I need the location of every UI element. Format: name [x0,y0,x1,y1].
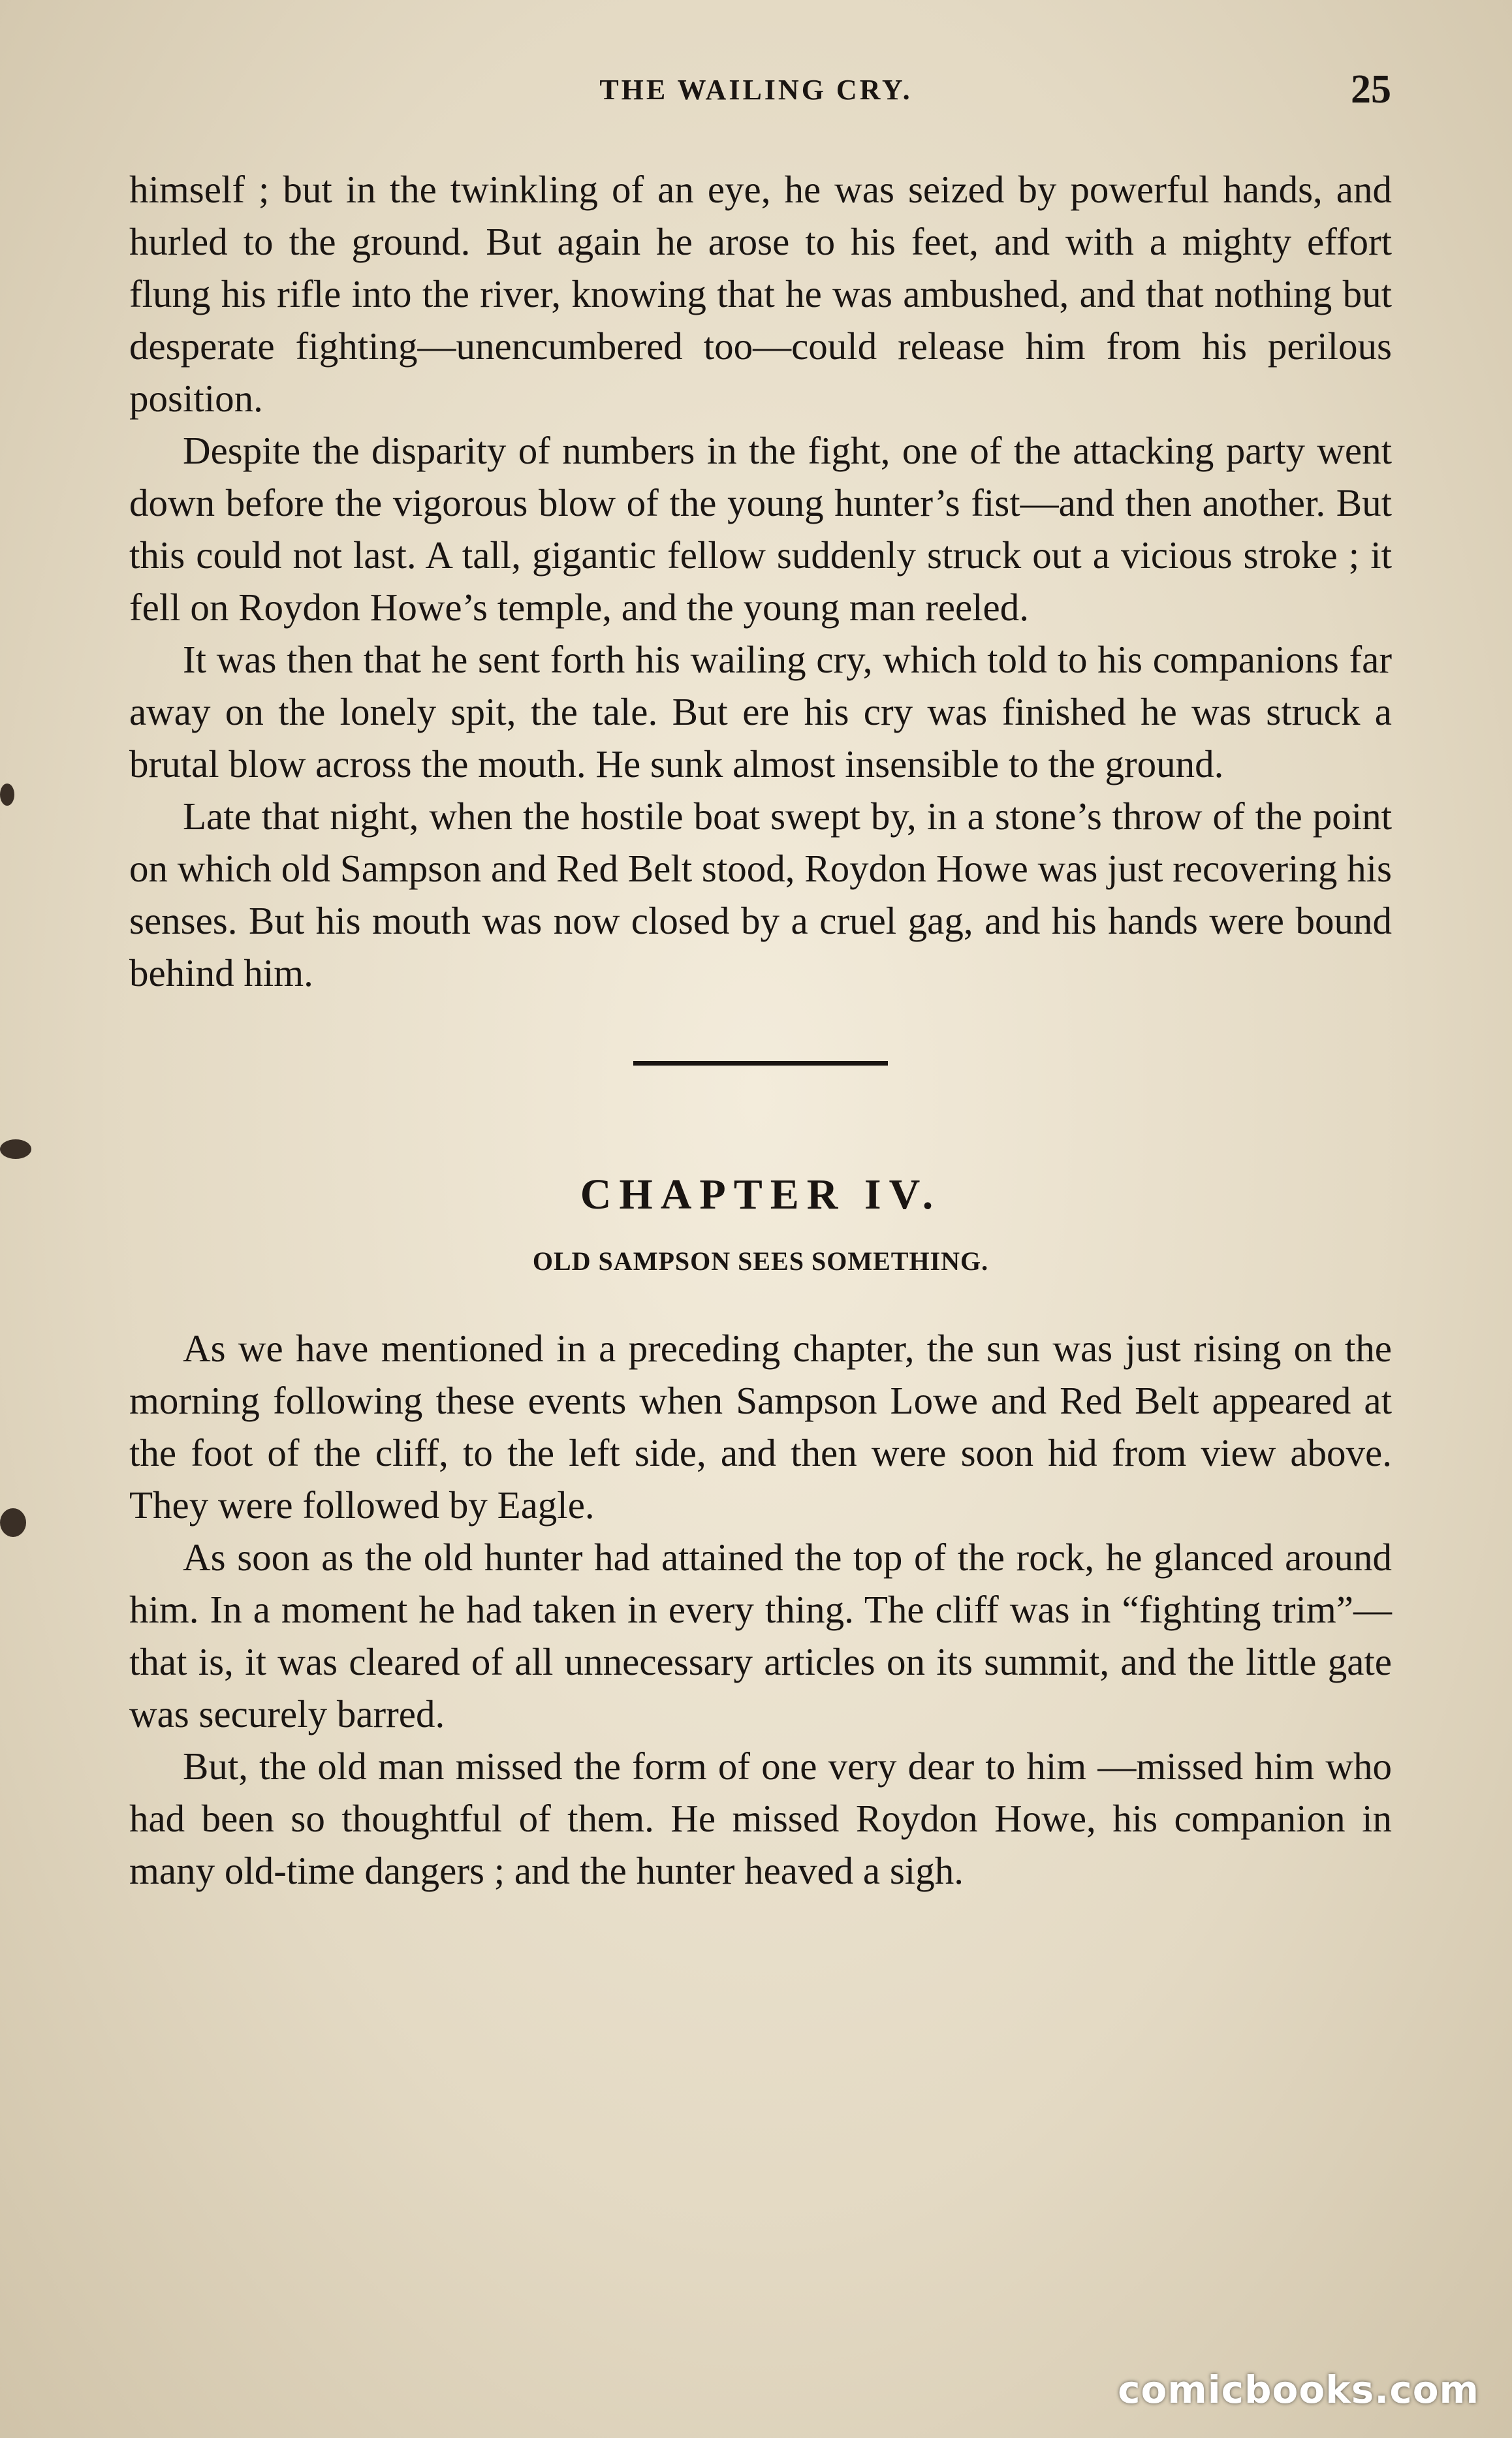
chapter-subtitle: OLD SAMPSON SEES SOMETHING. [532,1246,989,1276]
binding-hole-bottom [0,1508,26,1537]
paragraph: As we have mentioned in a preceding chapter, the sun was just rising on the morning following these events when Sampson Lowe and Red Belt appeared at the foot of the cliff, to the left side, and then were soon hid from view above. They were followed by Eagle. [129,1327,1392,1527]
watermark-logo: comicbooks.com [1118,2367,1479,2412]
chapter-title: CHAPTER IV. [580,1171,941,1218]
running-title: THE WAILING CRY. [599,74,913,106]
body-text [129,163,1392,1897]
binding-hole-top [0,784,14,806]
paragraph: Despite the disparity of numbers in the fight, one of the attacking party went down before the vigorous blow of the young hunter’s fist—and then another. But this could not last. A tall, gigantic fellow suddenly struck out a vicious stroke ; it fell on Roydon Howe’s temple, and the young man reeled. [129,429,1392,629]
section-divider [633,1061,888,1066]
page-number: 25 [1351,67,1391,112]
paragraph: It was then that he sent forth his wailing cry, which told to his companions far away on the lonely spit, the tale. But ere his cry was finished he was struck a brutal blow across the mouth. He sunk almost insensible to the ground. [129,638,1392,785]
paragraph: himself ; but in the twinkling of an eye, he was seized by powerful hands, and hurled to the ground. But again he arose to his feet, and with a mighty effort flung his rifle into the river, knowing that he was ambushed, and that nothing but desperate fighting—unencumbered too—could release him from his perilous position. [129,168,1392,420]
paragraph: As soon as the old hunter had attained the top of the rock, he glanced around him. In a moment he had taken in every thing. The cliff was in “fighting trim”—that is, it was cleared of all unnecessary articles on its summit, and the little gate was securely barred. [129,1536,1392,1735]
running-head [0,67,1512,119]
paragraph: Late that night, when the hostile boat swept by, in a stone’s throw of the point on which old Sampson and Red Belt stood, Roydon Howe was just recovering his senses. But his mouth was now closed by a cruel gag, and his hands were bound behind him. [129,795,1392,994]
binding-hole-middle [0,1139,31,1159]
paragraph: But, the old man missed the form of one very dear to him —missed him who had been so thoughtful of them. He missed Roydon Howe, his companion in many old-time dangers ; and the hunter heaved a sigh. [129,1745,1392,1892]
